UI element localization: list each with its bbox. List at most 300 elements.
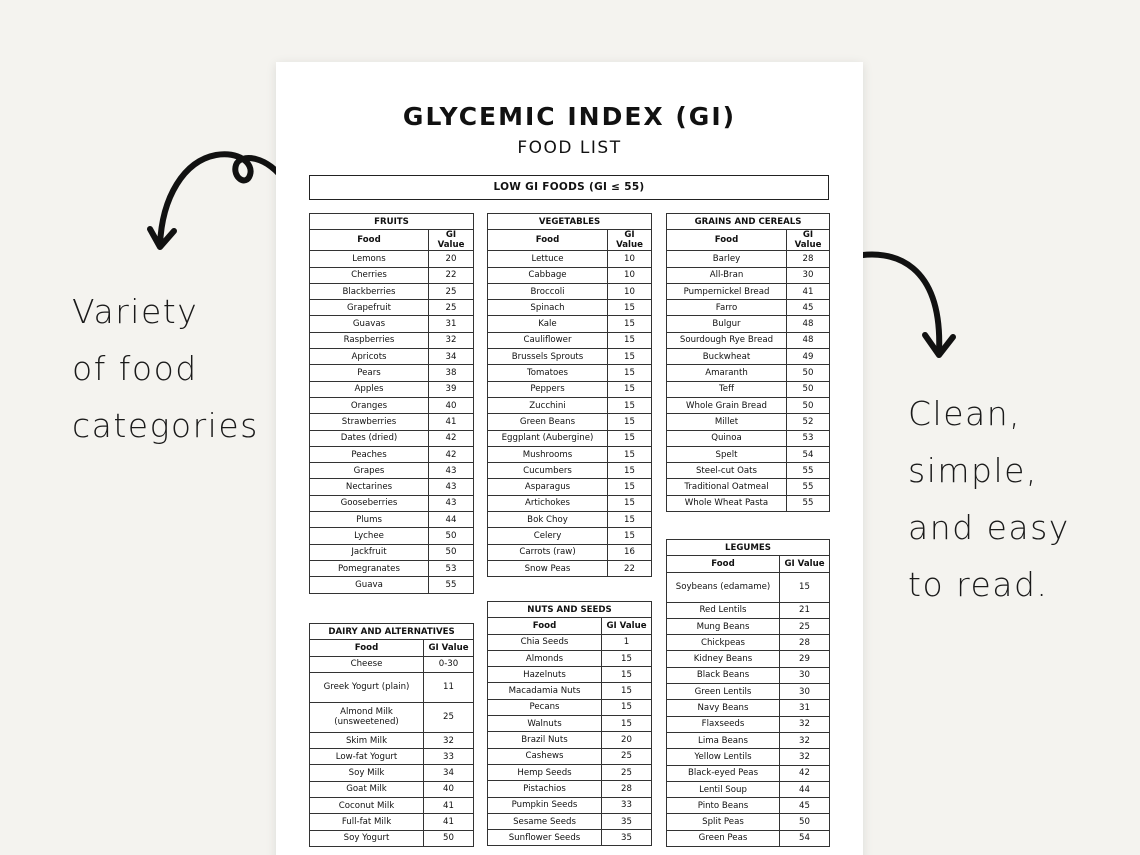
food-name: Green Lentils [667,684,780,700]
promo-left-line: Variety [72,292,199,331]
table-row [488,667,652,683]
food-name: Pistachios [488,781,602,797]
gi-value: 35 [602,813,652,829]
food-name: Mung Beans [667,618,780,634]
table-row [310,702,474,732]
table-row [310,381,474,397]
table-row [667,349,830,365]
gi-value: 15 [608,300,652,316]
grains-table [666,213,830,512]
table-row [488,446,652,462]
gi-value: 41 [429,414,474,430]
table-row [488,414,652,430]
gi-value: 15 [608,397,652,413]
table-row [488,560,652,576]
table-row [310,283,474,299]
column-header-food: Food [310,230,429,251]
gi-value: 50 [424,830,474,846]
gi-value: 50 [780,814,830,830]
gi-value: 50 [429,544,474,560]
table-row [488,699,652,715]
column-header-gi: GI Value [780,556,830,572]
gi-value: 45 [780,798,830,814]
food-name: Lemons [310,251,429,267]
food-name: Whole Grain Bread [667,397,787,413]
food-name: Zucchini [488,397,608,413]
column-header-food: Food [667,230,787,251]
food-name: Brazil Nuts [488,732,602,748]
gi-value: 43 [429,463,474,479]
food-name: Jackfruit [310,544,429,560]
gi-value: 30 [780,684,830,700]
gi-value: 32 [780,716,830,732]
food-name: Pumpernickel Bread [667,283,787,299]
table-category-title: NUTS AND SEEDS [488,602,652,618]
table-row [667,430,830,446]
food-name: Kidney Beans [667,651,780,667]
promo-right-line: simple, [908,451,1038,490]
table-row [488,650,652,666]
table-row [310,672,474,702]
table-row [488,716,652,732]
food-name: Brussels Sprouts [488,349,608,365]
table-row [488,349,652,365]
food-name: Soy Milk [310,765,424,781]
food-name: Raspberries [310,332,429,348]
food-name: Artichokes [488,495,608,511]
table-row [667,749,830,765]
table-row [667,267,830,283]
food-name: Red Lentils [667,602,780,618]
food-name: Bulgur [667,316,787,332]
gi-value: 29 [780,651,830,667]
table-row [310,781,474,797]
food-name: Soy Yogurt [310,830,424,846]
gi-value: 25 [429,300,474,316]
food-name: Soybeans (edamame) [667,572,780,602]
food-name: Steel-cut Oats [667,463,787,479]
table-row [310,528,474,544]
food-name: Bok Choy [488,512,608,528]
table-row [310,365,474,381]
gi-value: 40 [429,397,474,413]
food-name: Hazelnuts [488,667,602,683]
gi-value: 22 [608,560,652,576]
food-name: Walnuts [488,716,602,732]
food-name: Dates (dried) [310,430,429,446]
table-row [488,300,652,316]
table-row [667,618,830,634]
table-row [488,512,652,528]
gi-value: 28 [780,635,830,651]
gi-value: 54 [780,830,830,846]
table-row [488,764,652,780]
gi-value: 15 [602,716,652,732]
food-name: Grapefruit [310,300,429,316]
table-row [488,479,652,495]
table-row [667,479,830,495]
gi-value: 32 [780,749,830,765]
food-name: Strawberries [310,414,429,430]
gi-value: 50 [787,397,830,413]
table-row [310,732,474,748]
table-row [488,397,652,413]
food-name: Broccoli [488,283,608,299]
nuts-seeds-table [487,601,652,846]
gi-value: 30 [780,667,830,683]
food-name: Guava [310,577,429,593]
table-category-title: LEGUMES [667,540,830,556]
food-name: Traditional Oatmeal [667,479,787,495]
food-name: Barley [667,251,787,267]
table-row [667,365,830,381]
gi-value: 42 [429,430,474,446]
gi-value: 55 [787,479,830,495]
food-name: Hemp Seeds [488,764,602,780]
table-row [488,813,652,829]
table-row [310,332,474,348]
gi-value: 15 [780,572,830,602]
table-row [667,572,830,602]
food-name: Lentil Soup [667,781,780,797]
food-name: Pinto Beans [667,798,780,814]
sheet-title: GLYCEMIC INDEX (GI) [402,102,737,131]
table-row [667,716,830,732]
food-name: All-Bran [667,267,787,283]
table-row [310,560,474,576]
gi-value: 21 [780,602,830,618]
table-category-title: VEGETABLES [488,214,652,230]
gi-value: 25 [780,618,830,634]
table-row [310,814,474,830]
gi-value: 15 [608,365,652,381]
food-name: Cauliflower [488,332,608,348]
table-row [310,656,474,672]
table-row [310,446,474,462]
food-name: Carrots (raw) [488,544,608,560]
food-name: Green Beans [488,414,608,430]
table-row [310,479,474,495]
table-row [488,283,652,299]
table-row [667,700,830,716]
food-name: Lettuce [488,251,608,267]
food-name: Asparagus [488,479,608,495]
gi-value: 30 [787,267,830,283]
gi-value: 32 [429,332,474,348]
gi-value: 15 [602,650,652,666]
gi-value: 48 [787,332,830,348]
gi-value: 20 [602,732,652,748]
table-row [667,316,830,332]
gi-value: 15 [608,316,652,332]
table-row [310,495,474,511]
table-row [310,765,474,781]
gi-value: 39 [429,381,474,397]
food-name: Apples [310,381,429,397]
food-name: Cucumbers [488,463,608,479]
table-row [488,316,652,332]
table-row [488,381,652,397]
table-row [310,316,474,332]
food-name: Low-fat Yogurt [310,749,424,765]
table-row [488,634,652,650]
promo-right-line: and easy [908,508,1070,547]
gi-value: 54 [787,446,830,462]
food-name: Lima Beans [667,732,780,748]
curved-arrow-right-icon [845,245,965,365]
food-name: Green Peas [667,830,780,846]
gi-value: 55 [787,463,830,479]
food-name: Kale [488,316,608,332]
table-row [667,397,830,413]
food-name: Plums [310,512,429,528]
food-name: Quinoa [667,430,787,446]
food-name: Cheese [310,656,424,672]
food-name: Millet [667,414,787,430]
food-name: Flaxseeds [667,716,780,732]
table-row [310,349,474,365]
table-row [310,798,474,814]
table-row [310,749,474,765]
food-name: Pecans [488,699,602,715]
table-row [310,300,474,316]
food-name: Coconut Milk [310,798,424,814]
table-row [667,765,830,781]
food-name: Macadamia Nuts [488,683,602,699]
gi-value: 55 [787,495,830,511]
food-name: Peppers [488,381,608,397]
table-row [667,332,830,348]
table-row [667,463,830,479]
table-row [667,651,830,667]
food-name: Chickpeas [667,635,780,651]
table-row [488,495,652,511]
table-row [310,267,474,283]
table-row [488,732,652,748]
gi-value: 15 [602,683,652,699]
gi-value: 15 [608,446,652,462]
table-row [667,684,830,700]
food-name: Cashews [488,748,602,764]
column-header-gi: GI Value [602,618,652,634]
gi-value: 33 [602,797,652,813]
gi-value: 43 [429,479,474,495]
gi-value: 45 [787,300,830,316]
gi-value: 20 [429,251,474,267]
table-row [667,251,830,267]
column-header-food: Food [488,618,602,634]
gi-value: 25 [424,702,474,732]
column-header-gi: GI Value [429,230,474,251]
gi-value: 15 [608,479,652,495]
table-row [667,602,830,618]
promo-right-line: to read. [908,565,1049,604]
food-name: Celery [488,528,608,544]
table-row [488,528,652,544]
table-row [488,683,652,699]
gi-value: 44 [429,512,474,528]
gi-value: 31 [780,700,830,716]
table-row [488,748,652,764]
food-name: Whole Wheat Pasta [667,495,787,511]
food-name: Full-fat Milk [310,814,424,830]
gi-value: 10 [608,267,652,283]
gi-value: 44 [780,781,830,797]
table-row [667,667,830,683]
gi-value: 34 [424,765,474,781]
table-category-title: FRUITS [310,214,474,230]
food-name: Sesame Seeds [488,813,602,829]
food-name: Spelt [667,446,787,462]
gi-value: 32 [424,732,474,748]
column-header-gi: GI Value [424,640,474,656]
gi-value: 0-30 [424,656,474,672]
gi-value: 11 [424,672,474,702]
food-name: Navy Beans [667,700,780,716]
promo-right-line: Clean, [908,394,1022,433]
table-row [667,283,830,299]
table-row [488,365,652,381]
food-name: Split Peas [667,814,780,830]
food-name: Black Beans [667,667,780,683]
table-row [667,446,830,462]
gi-value: 32 [780,732,830,748]
gi-value: 50 [787,365,830,381]
gi-value: 40 [424,781,474,797]
gi-value: 28 [787,251,830,267]
gi-value: 15 [608,463,652,479]
gi-value: 10 [608,251,652,267]
table-row [488,332,652,348]
gi-value: 16 [608,544,652,560]
promo-left-line: categories [72,406,259,445]
table-row [488,797,652,813]
table-row [667,635,830,651]
food-name: Lychee [310,528,429,544]
food-name: Peaches [310,446,429,462]
gi-value: 31 [429,316,474,332]
promo-left-line: of food [72,349,198,388]
gi-value: 15 [602,667,652,683]
vegetables-table [487,213,652,577]
food-name: Guavas [310,316,429,332]
food-name: Snow Peas [488,560,608,576]
column-header-gi: GI Value [787,230,830,251]
gi-value: 41 [787,283,830,299]
legumes-table [666,539,830,847]
table-row [488,544,652,560]
column-header-gi: GI Value [608,230,652,251]
sheet-subtitle: FOOD LIST [517,138,622,158]
food-name: Pumpkin Seeds [488,797,602,813]
food-name: Teff [667,381,787,397]
gi-value: 41 [424,798,474,814]
gi-value: 25 [602,764,652,780]
gi-value: 25 [602,748,652,764]
table-row [667,814,830,830]
fruits-table [309,213,474,594]
food-name: Buckwheat [667,349,787,365]
food-name: Black-eyed Peas [667,765,780,781]
food-name: Mushrooms [488,446,608,462]
food-name: Farro [667,300,787,316]
food-name: Gooseberries [310,495,429,511]
gi-value: 52 [787,414,830,430]
food-name: Tomatoes [488,365,608,381]
table-row [310,830,474,846]
gi-value: 41 [424,814,474,830]
food-name: Eggplant (Aubergine) [488,430,608,446]
table-row [667,830,830,846]
gi-value: 53 [787,430,830,446]
table-row [488,781,652,797]
food-name: Pomegranates [310,560,429,576]
gi-value: 48 [787,316,830,332]
food-name: Cherries [310,267,429,283]
promo-text-left [72,283,259,454]
column-header-food: Food [488,230,608,251]
food-name: Sourdough Rye Bread [667,332,787,348]
gi-value: 15 [608,349,652,365]
table-row [488,463,652,479]
dairy-table [309,623,474,847]
gi-value: 15 [608,512,652,528]
table-row [310,577,474,593]
gi-value: 35 [602,830,652,846]
table-row [667,732,830,748]
food-name: Blackberries [310,283,429,299]
gi-value: 15 [602,699,652,715]
table-row [310,430,474,446]
gi-value: 42 [780,765,830,781]
gi-value: 15 [608,381,652,397]
gi-value: 15 [608,430,652,446]
food-list-sheet [276,62,863,855]
gi-value: 33 [424,749,474,765]
table-row [488,251,652,267]
table-row [488,267,652,283]
gi-value: 22 [429,267,474,283]
gi-value: 49 [787,349,830,365]
food-name: Cabbage [488,267,608,283]
gi-value: 15 [608,414,652,430]
table-row [667,781,830,797]
food-name: Grapes [310,463,429,479]
table-row [310,463,474,479]
column-header-food: Food [310,640,424,656]
table-row [310,512,474,528]
gi-value: 34 [429,349,474,365]
food-name: Greek Yogurt (plain) [310,672,424,702]
table-row [667,414,830,430]
food-name: Goat Milk [310,781,424,797]
gi-value: 38 [429,365,474,381]
low-gi-banner: LOW GI FOODS (GI ≤ 55) [309,175,829,200]
table-category-title: GRAINS AND CEREALS [667,214,830,230]
food-name: Oranges [310,397,429,413]
food-name: Almonds [488,650,602,666]
food-name: Pears [310,365,429,381]
gi-value: 50 [787,381,830,397]
table-row [310,397,474,413]
food-name: Skim Milk [310,732,424,748]
food-name: Spinach [488,300,608,316]
food-name: Nectarines [310,479,429,495]
table-category-title: DAIRY AND ALTERNATIVES [310,624,474,640]
table-row [667,300,830,316]
table-row [488,830,652,846]
column-header-food: Food [667,556,780,572]
